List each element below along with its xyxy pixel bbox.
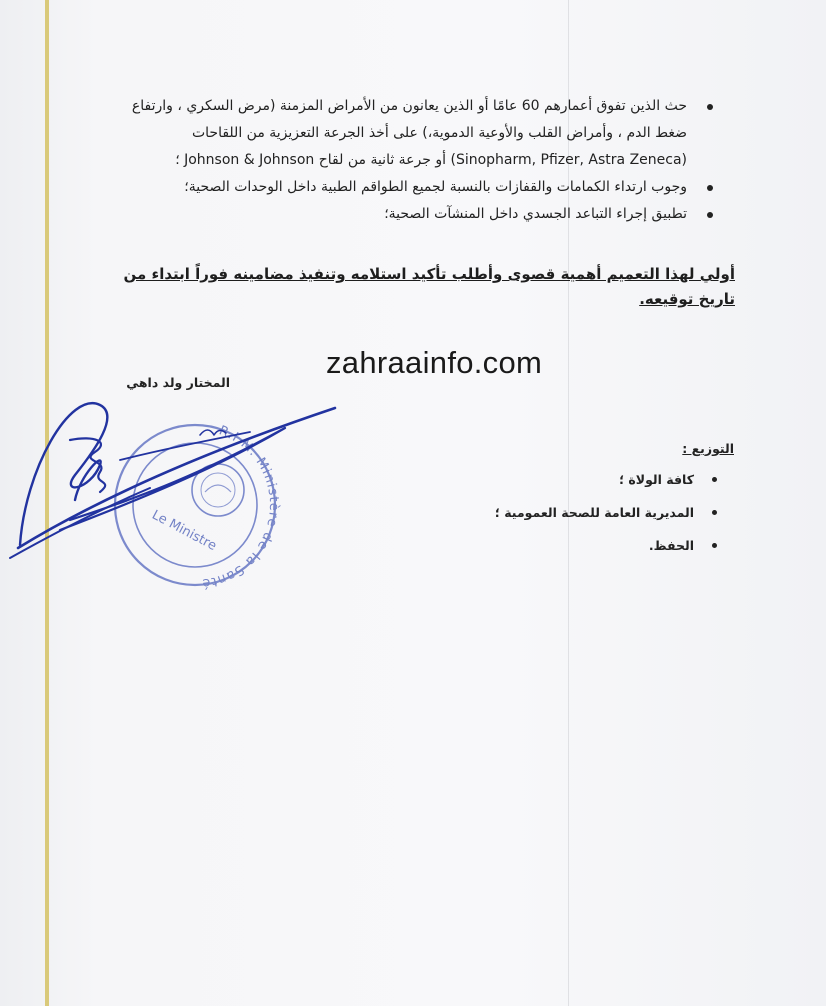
measure-item: حث الذين تفوق أعمارهم 60 عامًا أو الذين يعانون من الأمراض المزمنة (مرض السكري ، وارتفاع ضغط الدم ، وأمراض القلب والأوعية الدموية،) على أخذ الجرعة التعزيزية من اللقاحات (Sinopharm, Pfizer, Astra Zeneca) أو جرعة ثانية من لقاح Johnson & Johnson ؛ xyxy=(110,93,715,174)
measure-item: وجوب ارتداء الكمامات والقفازات بالنسبة لجميع الطواقم الطبية داخل الوحدات الصحية؛ xyxy=(110,174,715,201)
distribution-item: المديرية العامة للصحة العمومية ؛ xyxy=(420,503,720,536)
watermark-text: zahraainfo.com xyxy=(326,345,543,380)
importance-notice: أولي لهذا التعميم أهمية قصوى وأطلب تأكيد استلامه وتنفيذ مضامينه فوراً ابتداء من تاريخ توقيعه. xyxy=(123,265,735,308)
stamp-ring-text: R.I.M. Ministère de la Santé xyxy=(200,423,282,591)
official-stamp xyxy=(115,423,281,590)
signer-name: المختار ولد داهي xyxy=(126,375,230,390)
distribution-list xyxy=(420,470,720,569)
svg-text:R.I.M. Ministère de la Santé xyxy=(200,423,281,590)
measures-list xyxy=(110,93,715,228)
distribution-item: كافة الولاة ؛ xyxy=(420,470,720,503)
measure-item: تطبيق إجراء التباعد الجسدي داخل المنشآت الصحية؛ xyxy=(110,201,715,228)
stamp-and-signature xyxy=(0,380,360,620)
stamp-inner-text: Le Ministre xyxy=(149,507,219,555)
distribution-item: الحفظ. xyxy=(420,536,720,569)
signature-mark xyxy=(10,403,335,558)
distribution-heading: التوزيع : xyxy=(682,441,734,456)
